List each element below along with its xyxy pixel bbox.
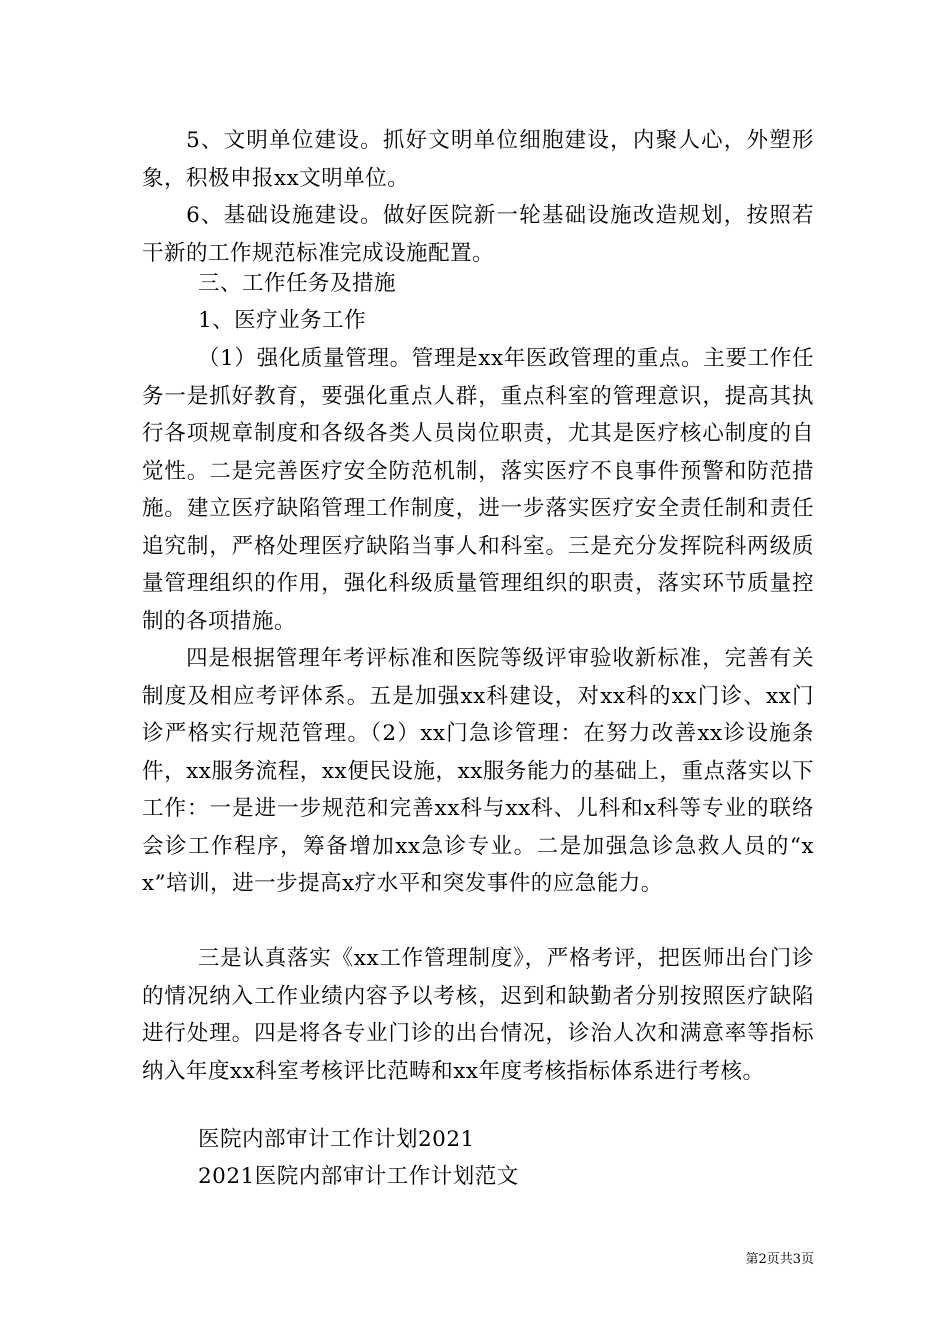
page-number: 第2页共3页: [745, 1252, 814, 1267]
paragraph-civilized-unit: 5、文明单位建设。抓好文明单位细胞建设，内聚人心，外塑形象，积极申报xx文明单位。: [142, 128, 814, 191]
paragraph-outpatient-assessment: 三是认真落实《xx工作管理制度》，严格考评，把医师出台门诊的情况纳入工作业绩内容予以考核，迟到和缺勤者分别按照医疗缺陷进行处理。四是将各专业门诊的出台情况，诊治人次和满意率等指标纳入年度xx科室考核评比范畴和xx年度考核指标体系进行考核。: [142, 946, 814, 1084]
paragraph-infrastructure: 6、基础设施建设。做好医院新一轮基础设施改造规划，按照若干新的工作规范标准完成设施配置。: [142, 203, 814, 266]
title-audit-plan: 医院内部审计工作计划2021: [198, 1127, 475, 1152]
paragraph-quality-management: （1）强化质量管理。管理是xx年医政管理的重点。主要工作任务一是抓好教育，要强化重点人群，重点科室的管理意识，提高其执行各项规章制度和各级各类人员岗位职责，尤其是医疗核心制度的自觉性。二是完善医疗安全防范机制，落实医疗不良事件预警和防范措施。建立医疗缺陷管理工作制度，进一步落实医疗安全责任制和责任追究制，严格处理医疗缺陷当事人和科室。三是充分发挥院科两级质量管理组织的作用，强化科级质量管理组织的职责，落实环节质量控制的各项措施。: [142, 346, 814, 634]
section-heading-tasks: 三、工作任务及措施: [198, 271, 397, 296]
title-audit-plan-sample: 2021医院内部审计工作计划范文: [198, 1164, 519, 1189]
subsection-heading-medical: 1、医疗业务工作: [198, 308, 367, 333]
paragraph-emergency-management: 四是根据管理年考评标准和医院等级评审验收新标准，完善有关制度及相应考评体系。五是加强xx科建设，对xx科的xx门诊、xx门诊严格实行规范管理。（2）xx门急诊管理：在努力改善xx诊设施条件，xx服务流程，xx便民设施，xx服务能力的基础上，重点落实以下工作：一是进一步规范和完善xx科与xx科、儿科和x科等专业的联络会诊工作程序，筹备增加xx急诊专业。二是加强急诊急救人员的“xx”培训，进一步提高x疗水平和突发事件的应急能力。: [142, 646, 814, 896]
